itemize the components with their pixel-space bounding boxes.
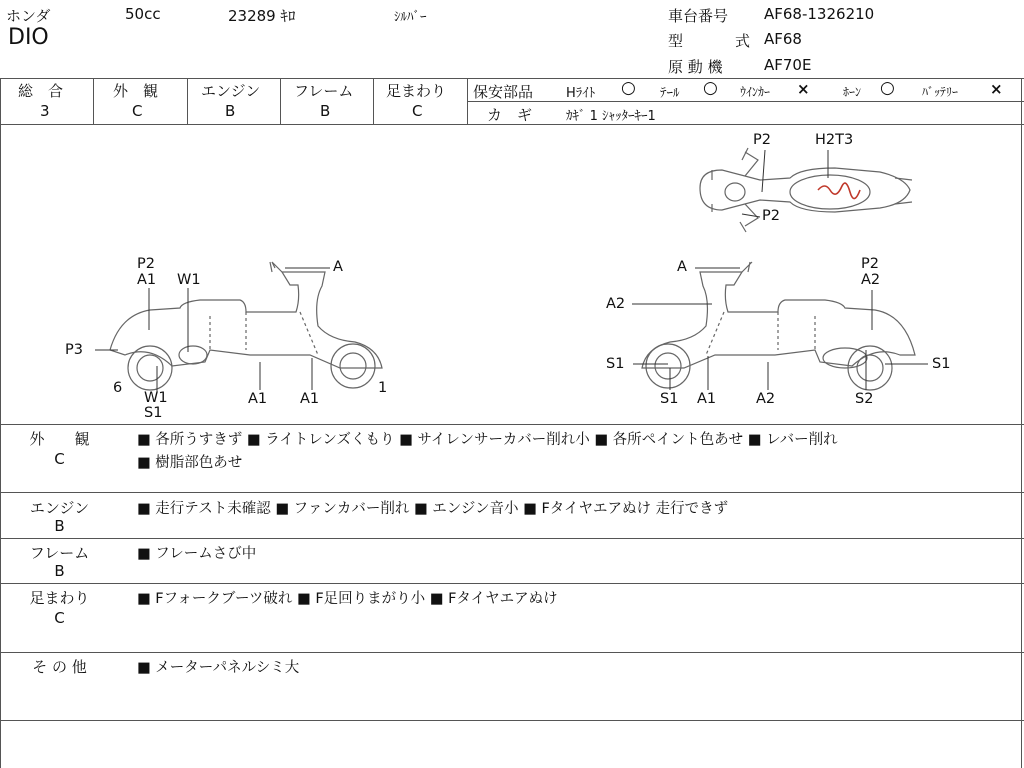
note-frame-grade: B [54, 562, 65, 580]
overall-label: 総 合 [18, 82, 64, 100]
handwritten-mark [818, 183, 860, 198]
exterior-grade: C [132, 102, 143, 120]
note-engine-line-1: ■ 走行テスト未確認 ■ ファンカバー削れ ■ エンジン音小 ■ Fタイヤエアぬけ 走行できず [137, 501, 729, 517]
maker: ホンダ [6, 7, 51, 25]
note-exterior-line-2: ■ 樹脂部色あせ [137, 455, 243, 471]
note-frame-label: フレーム [29, 544, 90, 562]
label-a1-left-top: A1 [137, 272, 157, 288]
grid-line [0, 652, 1024, 653]
type-value: AF68 [764, 30, 802, 48]
frame-number-label: 車台番号 [668, 7, 729, 25]
label-w1-left-top: W1 [177, 272, 201, 288]
grid-line [0, 492, 1024, 493]
note-engine-grade: B [54, 517, 65, 535]
grid-line [0, 78, 1024, 79]
type-label: 型 [668, 32, 684, 50]
label-a2-right-left: A2 [606, 296, 626, 312]
label-s1-right-right: S1 [932, 356, 951, 372]
winker-label: ｳｲﾝｶｰ [740, 85, 771, 99]
note-exterior-line-1: ■ 各所うすきず ■ ライトレンズくもり ■ サイレンサーカバー削れ小 ■ 各所ペイント色あせ ■ レバー削れ [137, 432, 838, 448]
label-p2-top: P2 [753, 132, 771, 148]
label-six: 6 [113, 380, 123, 396]
label-s2: S2 [855, 391, 874, 407]
exterior-label: 外 観 [113, 82, 159, 100]
label-w1-left: W1 [144, 390, 168, 406]
label-s1-left: S1 [144, 405, 163, 421]
battery-mark: × [990, 80, 1003, 98]
safety-label: 保安部品 [473, 83, 534, 101]
key-value: ｶｷﾞ 1 ｼｬｯﾀｰｷｰ1 [566, 109, 656, 124]
engine-model-label: 原 動 機 [668, 58, 723, 76]
label-s1-right-bottom: S1 [660, 391, 679, 407]
frame-label: フレーム [294, 82, 354, 100]
note-suspension-label: 足まわり [29, 589, 90, 607]
engine-model: AF70E [764, 56, 812, 74]
label-a-right: A [677, 259, 687, 275]
label-a-left: A [333, 259, 343, 275]
suspension-label: 足まわり [386, 82, 447, 100]
note-suspension-line-1: ■ Fフォークブーツ破れ ■ F足回りまがり小 ■ Fタイヤエアぬけ [137, 591, 558, 607]
displacement: 50cc [125, 5, 161, 23]
label-a1-right: A1 [697, 391, 717, 407]
horn-label: ﾎｰﾝ [843, 85, 862, 99]
label-p3: P3 [65, 342, 83, 358]
grid-line [187, 78, 188, 124]
winker-mark: × [797, 80, 810, 98]
note-engine-label: エンジン [29, 499, 90, 517]
grid-line [0, 424, 1024, 425]
note-exterior-label: 外 観 [29, 430, 90, 448]
grid-line [467, 78, 468, 124]
note-frame-line-1: ■ フレームさび中 [137, 546, 257, 562]
taillight-label: ﾃｰﾙ [660, 86, 680, 101]
label-p2-right: P2 [861, 256, 879, 272]
note-other-label: そ の 他 [32, 658, 87, 676]
note-suspension-grade: C [54, 609, 65, 627]
horn-mark: ○ [880, 78, 895, 98]
label-one: 1 [378, 380, 388, 396]
battery-label: ﾊﾞｯﾃﾘｰ [922, 85, 959, 99]
label-a2-right-top: A2 [861, 272, 881, 288]
scooter-top-view [700, 148, 912, 232]
label-p2-top-b: P2 [762, 208, 780, 224]
grid-line [280, 78, 281, 124]
label-a1-left-b: A1 [300, 391, 320, 407]
grid-line [467, 101, 1024, 102]
label-h2t3: H2T3 [815, 132, 854, 148]
headlight-mark: ○ [621, 78, 636, 98]
key-label: カ ギ [487, 106, 533, 124]
label-s1-right-left: S1 [606, 356, 625, 372]
label-a2-right-bottom: A2 [756, 391, 776, 407]
suspension-grade: C [412, 102, 423, 120]
type-label-2: 式 [735, 32, 751, 50]
grid-line [0, 720, 1024, 721]
grid-line [373, 78, 374, 124]
grid-line [0, 583, 1024, 584]
headlight-label: Hﾗｲﾄ [566, 86, 596, 101]
label-a1-left-a: A1 [248, 391, 268, 407]
engine-grade: B [225, 102, 236, 120]
engine-label: エンジン [201, 82, 261, 100]
model-name: DIO [8, 25, 49, 50]
note-exterior-grade: C [54, 450, 65, 468]
taillight-mark: ○ [703, 78, 718, 98]
overall-grade: 3 [40, 102, 50, 120]
grid-line [93, 78, 94, 124]
color: ｼﾙﾊﾞｰ [394, 10, 427, 25]
note-other-line-1: ■ メーターパネルシミ大 [137, 660, 300, 676]
frame-grade: B [320, 102, 331, 120]
mileage: 23289 ｷﾛ [228, 7, 296, 25]
grid-line [0, 538, 1024, 539]
label-p2-left: P2 [137, 256, 155, 272]
frame-number: AF68-1326210 [764, 5, 875, 23]
